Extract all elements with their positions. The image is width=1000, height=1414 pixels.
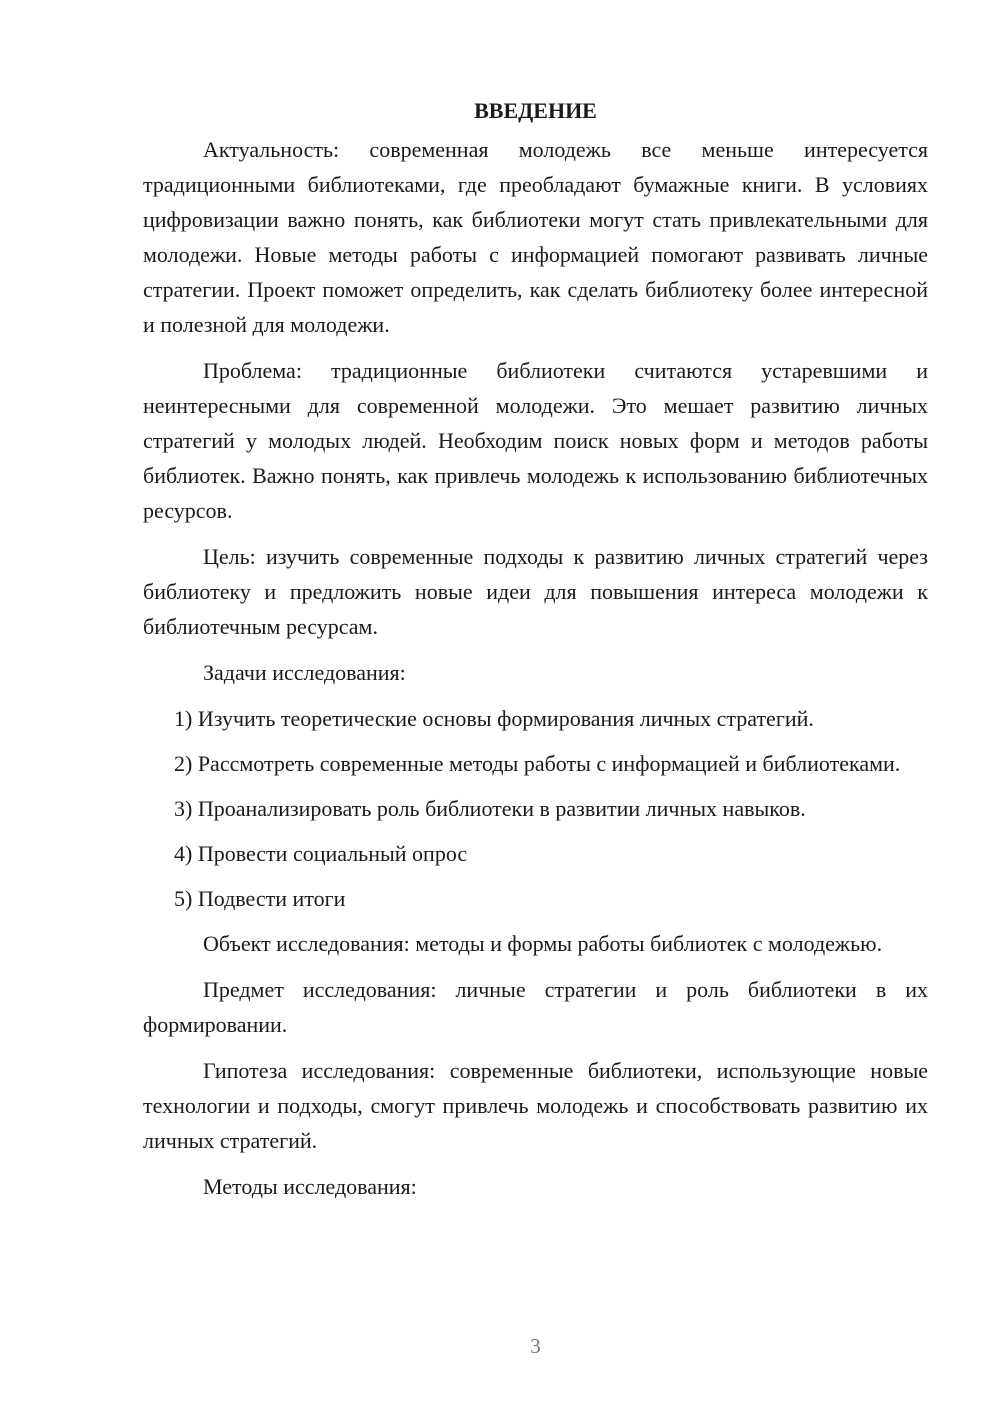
problem-paragraph: Проблема: традиционные библиотеки считаются устаревшими и неинтересными для современной молодежи. Это мешает развитию личных стратегий у молодых людей. Необходим поиск новых форм и методов работы библиотек. Важно понять, как привлечь молодежь к использованию библиотечных ресурсов. xyxy=(143,358,928,523)
task-item: 4) Провести социальный опрос xyxy=(174,841,468,866)
relevance-paragraph: Актуальность: современная молодежь все меньше интересуется традиционными библиотеками, где преобладают бумажные книги. В условиях цифровизации важно понять, как библиотеки могут стать привлекательными для молодежи. Новые методы работы с информацией помогают развивать личные стратегии. Проект поможет определить, как сделать библиотеку более интересной и полезной для молодежи. xyxy=(143,137,928,337)
task-item: 3) Проанализировать роль библиотеки в развитии личных навыков. xyxy=(174,796,806,821)
tasks-title: Задачи исследования: xyxy=(203,660,406,685)
object-paragraph: Объект исследования: методы и формы работы библиотек с молодежью. xyxy=(203,931,883,956)
page-title: ВВЕДЕНИЕ xyxy=(474,98,597,123)
page-number: 3 xyxy=(530,1334,541,1358)
hypothesis-paragraph: Гипотеза исследования: современные библиотеки, использующие новые технологии и подходы, смогут привлечь молодежь и способствовать развитию их личных стратегий. xyxy=(143,1058,928,1153)
task-item: 2) Рассмотреть современные методы работы с информацией и библиотеками. xyxy=(174,751,901,776)
document-page xyxy=(143,96,928,1215)
subject-paragraph: Предмет исследования: личные стратегии и роль библиотеки в их формировании. xyxy=(143,977,928,1037)
goal-paragraph: Цель: изучить современные подходы к развитию личных стратегий через библиотеку и предложить новые идеи для повышения интереса молодежи к библиотечным ресурсам. xyxy=(143,544,928,639)
methods-title: Методы исследования: xyxy=(203,1174,417,1199)
task-item: 1) Изучить теоретические основы формирования личных стратегий. xyxy=(174,706,814,731)
task-item: 5) Подвести итоги xyxy=(174,886,346,911)
